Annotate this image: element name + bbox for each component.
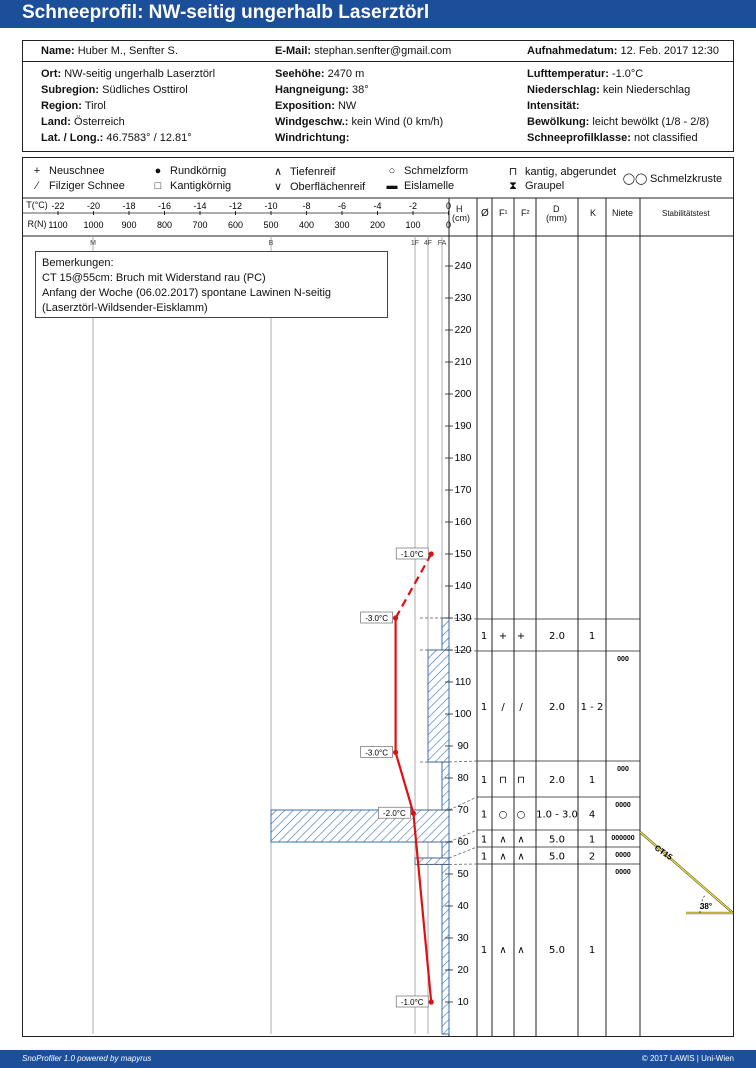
height-tick-label: 10 xyxy=(457,997,469,1008)
legend-schmelzkruste: ◯◯ Schmelzkruste xyxy=(622,173,723,185)
col-o-header: Ø xyxy=(481,208,489,219)
region-field: Region: Tirol xyxy=(41,100,106,112)
height-tick-label: 80 xyxy=(457,773,469,784)
layer-f1: ∧ xyxy=(499,945,507,956)
hardness-bar xyxy=(271,810,449,842)
resistance-tick-label: 200 xyxy=(369,220,386,230)
profilklasse-field: Schneeprofilklasse: not classified xyxy=(527,132,698,144)
legend-schmelzform: ○ Schmelzform xyxy=(382,165,468,177)
layer-o: 1 xyxy=(480,945,488,956)
resistance-tick-label: 100 xyxy=(405,220,421,230)
layer-d: 5.0 xyxy=(549,945,565,956)
layer-d: 1.0 - 3.0 xyxy=(536,809,578,821)
layer-d: 2.0 xyxy=(549,775,565,786)
layer-f1: ○ xyxy=(498,809,508,821)
height-tick-label: 20 xyxy=(457,965,469,976)
layer-k: 1 - 2 xyxy=(580,702,604,713)
height-tick-label: 160 xyxy=(454,517,472,528)
layer-niete: 0000 xyxy=(615,869,631,876)
temperature-label: -1.0°C xyxy=(400,550,424,559)
circle-icon: ○ xyxy=(388,165,396,177)
footer-right: © 2017 LAWIS | Uni-Wien xyxy=(641,1054,734,1063)
hand-hardness-label: 1F xyxy=(410,240,420,247)
remarks-box xyxy=(35,251,388,318)
layer-niete: 0000 xyxy=(615,802,631,809)
layer-o: 1 xyxy=(480,834,488,846)
bewoelkung-field: Bewölkung: leicht bewölkt (1/8 - 2/8) xyxy=(527,116,710,128)
wind-field: Windgeschw.: kein Wind (0 km/h) xyxy=(275,116,444,128)
temperature-axis-label: T(°C) xyxy=(26,200,48,210)
height-tick-label: 70 xyxy=(457,805,469,816)
email-field: E-Mail: stephan.senfter@gmail.com xyxy=(275,45,452,57)
temp-tick-label: -22 xyxy=(51,201,65,211)
temperature-segment xyxy=(396,554,432,618)
hardness-bar xyxy=(442,762,449,810)
layer-niete: 000 xyxy=(617,766,629,773)
resistance-tick-label: 300 xyxy=(334,220,350,230)
hardness-bar xyxy=(415,858,449,864)
footer-bar xyxy=(0,1050,756,1068)
hand-hardness-label: 4F xyxy=(423,240,433,247)
resistance-tick-label: 600 xyxy=(227,220,244,230)
temp-tick-label: -20 xyxy=(86,201,101,211)
col-f2-header: F² xyxy=(521,208,530,218)
temperature-point xyxy=(411,811,416,816)
layer-f2: ○ xyxy=(516,809,526,821)
height-tick-label: 100 xyxy=(454,709,472,720)
hand-hardness-label: FA xyxy=(437,240,447,247)
hangneigung-field: Hangneigung: 38° xyxy=(275,84,369,96)
height-header: H xyxy=(456,204,463,214)
windrichtung-field: Windrichtung: xyxy=(275,132,350,144)
col-stab-header: Stabilitätstest xyxy=(662,209,710,218)
hardness-bar xyxy=(428,650,449,762)
layer-k: 4 xyxy=(588,809,596,821)
double-circle-icon: ◯◯ xyxy=(622,173,648,185)
slash-icon: ⁄ xyxy=(36,180,38,192)
graupel-icon: ⧗ xyxy=(509,180,517,192)
stability-test-label: CT15 xyxy=(652,843,675,862)
col-d-unit: (mm) xyxy=(546,213,567,223)
legend-rundkoernig: ● Rundkörnig xyxy=(148,165,226,177)
layer-o: 1 xyxy=(480,702,488,713)
height-tick-label: 220 xyxy=(454,325,472,336)
temperature-point xyxy=(429,999,434,1004)
height-tick-label: 200 xyxy=(454,389,472,400)
temperature-label: -2.0°C xyxy=(383,809,406,819)
hardness-bar xyxy=(442,618,449,650)
plus-icon: + xyxy=(33,165,41,177)
layer-d: 5.0 xyxy=(549,851,565,863)
col-k-header: K xyxy=(590,208,597,218)
resistance-tick-label: 400 xyxy=(298,220,315,230)
height-tick-label: 60 xyxy=(457,837,469,848)
temperature-label: -3.0°C xyxy=(365,614,388,623)
layer-o: 1 xyxy=(480,775,488,786)
height-tick-label: 230 xyxy=(454,293,472,304)
latlon-field: Lat. / Long.: 46.7583° / 12.81° xyxy=(41,132,192,144)
layer-d: 2.0 xyxy=(549,702,565,713)
col-niete-header: Niete xyxy=(612,208,634,218)
date-field: Aufnahmedatum: 12. Feb. 2017 12:30 xyxy=(527,45,719,57)
hardness-bar xyxy=(442,842,449,858)
resistance-tick-label: 1000 xyxy=(83,220,104,230)
layer-o: 1 xyxy=(480,851,488,863)
lufttemperatur-field: Lufttemperatur: -1.0°C xyxy=(527,68,644,80)
height-tick-label: 130 xyxy=(454,613,472,624)
caret-up-icon: ∧ xyxy=(273,166,283,178)
layer-f2: ⊓ xyxy=(517,775,525,786)
height-tick-label: 210 xyxy=(454,357,472,368)
layer-f2: ∧ xyxy=(517,851,525,863)
stability-angle-label: 38° xyxy=(699,902,713,911)
temperature-point xyxy=(393,615,398,620)
layer-k: 1 xyxy=(588,834,596,846)
temp-tick-label: -2 xyxy=(408,201,418,211)
layer-niete: 000000 xyxy=(611,835,635,842)
layer-d: 2.0 xyxy=(549,631,565,642)
layer-d: 5.0 xyxy=(549,834,565,846)
legend-tiefenreif: ∧ Tiefenreif xyxy=(268,165,335,178)
land-field: Land: Österreich xyxy=(41,116,125,128)
remarks-line-1: CT 15@55cm: Bruch mit Widerstand rau (PC) xyxy=(42,272,266,284)
legend-kantig-abgerundet: ⊓ kantig, abgerundet xyxy=(503,165,616,178)
hand-hardness-label: B xyxy=(268,240,274,247)
height-tick-label: 140 xyxy=(454,581,472,592)
resistance-tick-label: 500 xyxy=(263,220,279,230)
temp-tick-label: -4 xyxy=(373,201,382,211)
temperature-label: -1.0°C xyxy=(400,998,424,1007)
name-field: Name: Huber M., Senfter S. xyxy=(41,45,178,57)
layer-k: 1 xyxy=(588,775,596,786)
intensitaet-field: Intensität: xyxy=(527,100,580,112)
resistance-tick-label: 800 xyxy=(156,220,173,230)
temperature-point xyxy=(429,551,434,556)
legend-neuschnee: + Neuschnee xyxy=(27,165,105,177)
footer-left: SnoProfiler 1.0 powered by mapyrus xyxy=(22,1054,152,1063)
legend-oberflaechenreif: ∨ Oberflächenreif xyxy=(268,180,365,193)
resistance-tick-label: 1100 xyxy=(48,220,68,230)
ort-field: Ort: NW-seitig ungerhalb Laserztörl xyxy=(41,68,216,80)
legend-filziger: ⁄ Filziger Schnee xyxy=(27,180,125,192)
layer-f2: ∧ xyxy=(517,945,525,956)
layer-niete: 000 xyxy=(617,656,629,663)
layer-f2: ∧ xyxy=(517,834,525,846)
remarks-line-2: Anfang der Woche (06.02.2017) spontane Lawinen N-seitig xyxy=(42,287,332,299)
height-tick-label: 110 xyxy=(455,677,471,688)
resistance-tick-label: 0 xyxy=(445,220,452,230)
layer-f1: + xyxy=(498,631,508,642)
temp-tick-label: -16 xyxy=(157,201,172,211)
legend-kantigkoernig: □ Kantigkörnig xyxy=(148,180,231,192)
layer-connector xyxy=(449,761,477,762)
resistance-tick-label: 700 xyxy=(192,220,208,230)
temp-tick-label: -14 xyxy=(193,201,207,211)
height-tick-label: 30 xyxy=(457,933,469,944)
layer-o: 1 xyxy=(480,809,488,821)
stability-slope xyxy=(640,832,733,913)
square-icon: □ xyxy=(154,180,162,192)
height-tick-label: 190 xyxy=(454,421,472,432)
rounded-square-icon: ⊓ xyxy=(508,166,518,178)
resistance-tick-label: 900 xyxy=(121,220,137,230)
temperature-segment xyxy=(396,752,414,813)
height-tick-label: 120 xyxy=(454,645,472,656)
temp-tick-label: -8 xyxy=(302,201,311,211)
remarks-title: Bemerkungen: xyxy=(42,257,114,269)
layer-o: 1 xyxy=(480,631,488,642)
temp-tick-label: -18 xyxy=(122,201,136,211)
temp-tick-label: -6 xyxy=(337,201,347,211)
temperature-label: -3.0°C xyxy=(365,748,388,758)
seehoehe-field: Seehöhe: 2470 m xyxy=(275,68,365,80)
hardness-bar xyxy=(442,864,449,1034)
temperature-point xyxy=(393,750,398,755)
height-tick-label: 50 xyxy=(457,869,469,880)
resistance-axis-label: R(N) xyxy=(27,219,47,229)
col-f1-header: F¹ xyxy=(499,208,508,218)
layer-connector xyxy=(449,847,477,858)
layer-f2: + xyxy=(516,631,526,642)
layer-f2: / xyxy=(519,702,523,713)
layer-f1: ⊓ xyxy=(499,775,507,786)
exposition-field: Exposition: NW xyxy=(275,100,357,112)
temp-tick-label: -12 xyxy=(228,201,243,211)
height-tick-label: 150 xyxy=(454,549,472,560)
layer-f1: ∧ xyxy=(499,851,507,863)
layer-k: 1 xyxy=(588,631,596,642)
hand-hardness-label: M xyxy=(90,240,96,247)
layer-f1: ∧ xyxy=(499,834,507,846)
layer-niete: 0000 xyxy=(615,852,631,859)
height-tick-label: 40 xyxy=(457,901,469,912)
layer-k: 1 xyxy=(588,945,596,956)
caret-down-icon: ∨ xyxy=(273,181,283,193)
filled-circle-icon: ● xyxy=(154,165,162,177)
legend-graupel: ⧗ Graupel xyxy=(503,180,564,193)
layer-f1: / xyxy=(501,702,505,713)
layer-k: 2 xyxy=(588,851,596,863)
temp-tick-label: 0 xyxy=(445,201,452,211)
col-d-header: D xyxy=(553,204,560,214)
remarks-line-3: (Laserztörl-Wildsender-Eisklamm) xyxy=(42,302,208,314)
niederschlag-field: Niederschlag: kein Niederschlag xyxy=(527,84,691,96)
height-tick-label: 240 xyxy=(454,261,472,272)
bar-icon: ▬ xyxy=(386,180,398,192)
height-tick-label: 90 xyxy=(457,741,469,752)
page-title: Schneeprofil: NW-seitig ungerhalb Laserztörl xyxy=(22,2,430,23)
legend-eislamelle: ▬ Eislamelle xyxy=(382,180,454,192)
height-tick-label: 170 xyxy=(454,485,472,496)
height-unit: (cm) xyxy=(452,213,470,223)
temp-tick-label: -10 xyxy=(264,201,278,211)
height-tick-label: 180 xyxy=(454,453,472,464)
subregion-field: Subregion: Südliches Osttirol xyxy=(41,84,188,96)
